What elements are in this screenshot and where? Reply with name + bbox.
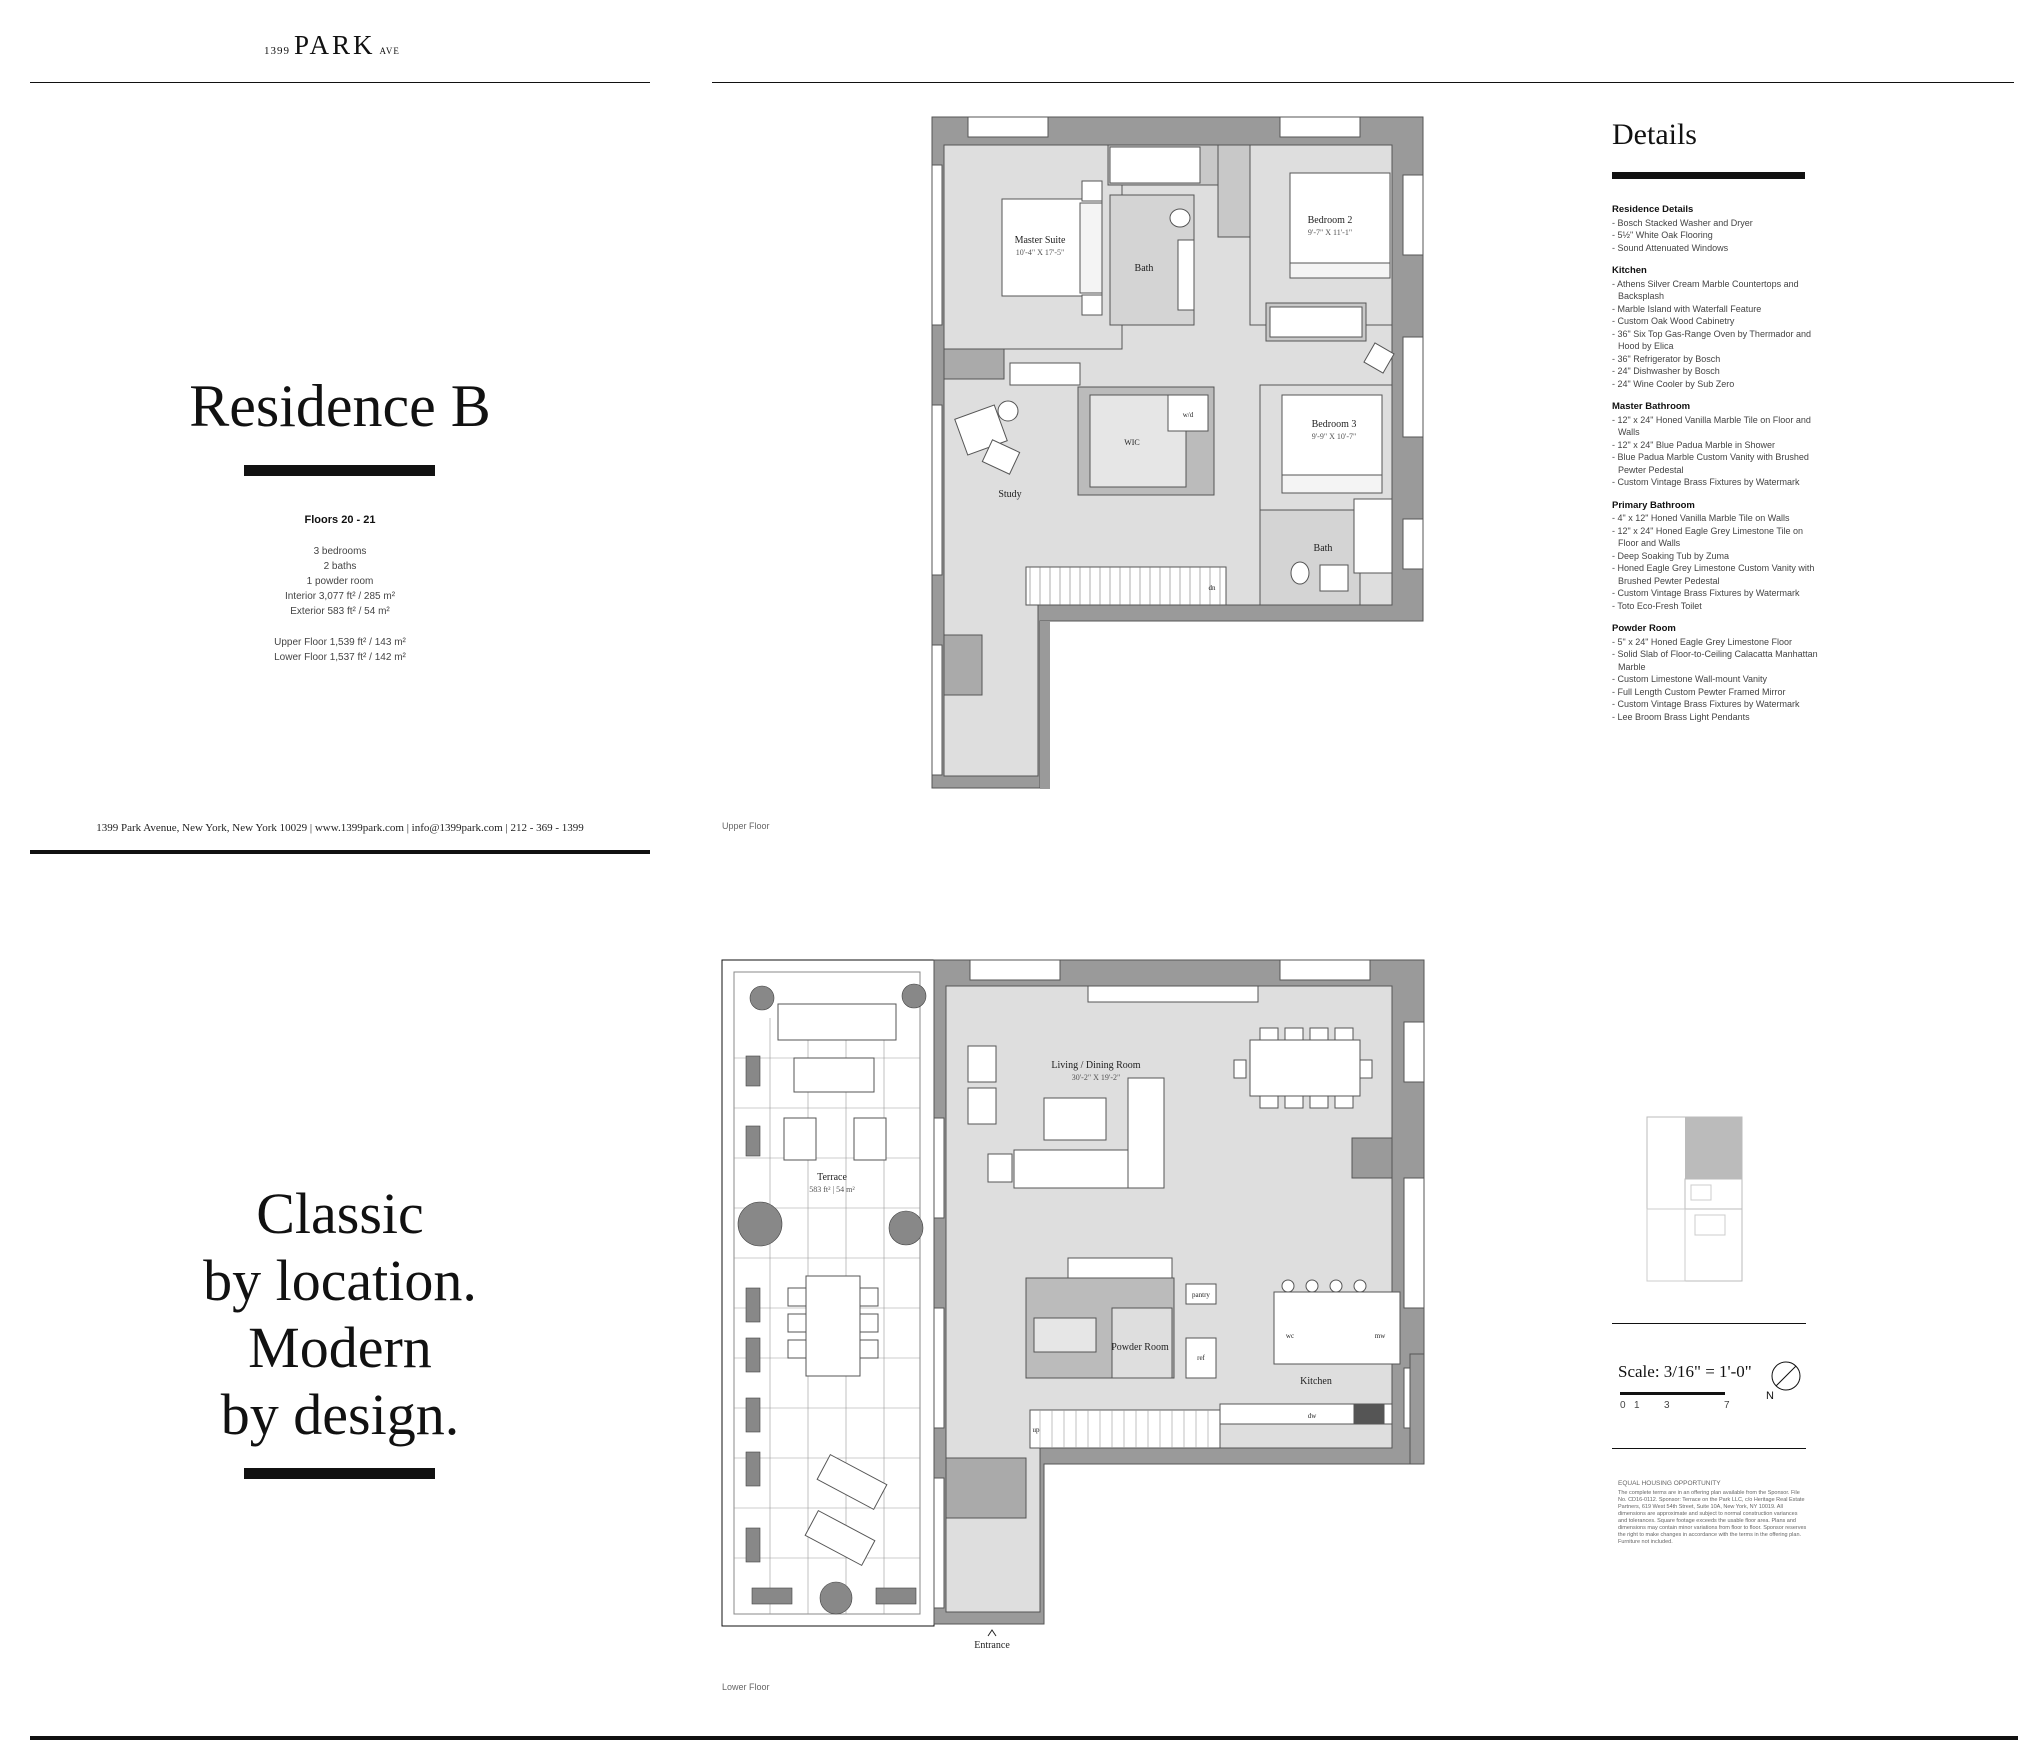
slogan-line-3: Modern (248, 1315, 432, 1380)
details-item: - 12" x 24" Honed Vanilla Marble Tile on Floor and Walls (1612, 414, 1811, 437)
room-master-suite: Master Suite (1014, 235, 1066, 246)
room-bedroom-2: Bedroom 2 (1307, 215, 1353, 226)
header-rule-left (30, 82, 650, 83)
brand-number: 1399 (264, 45, 290, 57)
appliance-mw: mw (1374, 1332, 1386, 1340)
scale-ticks (1620, 1400, 1750, 1411)
scale-rule-bottom (1612, 1448, 1806, 1449)
room-wd: w/d (1182, 411, 1194, 419)
page-bottom-rule (30, 1736, 2018, 1740)
appliance-dw: dw (1307, 1412, 1317, 1420)
details-item: - Bosch Stacked Washer and Dryer (1612, 217, 1753, 228)
room-powder: Powder Room (1111, 1342, 1169, 1353)
details-item: - Custom Vintage Brass Fixtures by Watermark (1612, 699, 1800, 709)
details-section-title: Master Bathroom (1612, 401, 1691, 412)
room-bedroom-3: Bedroom 3 (1311, 419, 1357, 430)
room-bath-2: Bath (1313, 543, 1333, 554)
disclaimer-text: The complete terms are in an offering plan available from the Sponsor. File No. CD16-0112. Sponsor: Terrace on the Park LLC, c/o Heritage Real Estate Partners, 619 West 54th Street, Suite 10A, New York, NY 10019. All dimensions are approximate and subject to normal construction variances and tolerances. Square footage exceeds the usable floor area. Plans and dimensions may contain minor variations from floor to floor. Sponsor reserves the right to make changes in accordance with the terms in the offering plan. Furniture not included. (1618, 1490, 1807, 1545)
equal-housing: EQUAL HOUSING OPPORTUNITY (1618, 1480, 1721, 1487)
brand-logo (264, 30, 414, 60)
details-item: - 36" Refrigerator by Bosch (1612, 353, 1721, 364)
stairs-up: up (1032, 1426, 1040, 1434)
details-item: - Lee Broom Brass Light Pendants (1612, 711, 1750, 722)
brand-name: PARK (294, 30, 376, 60)
slogan-line-2: by location. (203, 1248, 477, 1313)
details-list (1612, 204, 1822, 723)
upper-floor-label: Upper Floor (722, 821, 770, 831)
details-item: - Sound Attenuated Windows (1612, 242, 1729, 253)
details-heading: Details (1612, 118, 1697, 151)
details-item: - 12" x 24" Blue Padua Marble in Shower (1612, 439, 1775, 450)
details-section-title: Kitchen (1612, 265, 1647, 276)
scale-tick-3: 3 (1664, 1400, 1670, 1411)
lower-floor-label: Lower Floor (722, 1682, 770, 1692)
room-terrace-dim: 583 ft² | 54 m² (809, 1185, 855, 1194)
key-plan (1645, 1115, 1745, 1285)
details-item: - Marble Island with Waterfall Feature (1612, 303, 1762, 314)
stairs-dn: dn (1208, 584, 1216, 592)
details-item: - Custom Oak Wood Cabinetry (1612, 316, 1735, 326)
room-bedroom-3-dim: 9'-9" X 10'-7" (1311, 432, 1357, 441)
room-pantry: pantry (1192, 1291, 1210, 1299)
stat-lower-area: Lower Floor 1,537 ft² / 142 m² (274, 652, 406, 663)
details-item: - Honed Eagle Grey Limestone Custom Vanity with Brushed Pewter Pedestal (1612, 563, 1815, 586)
header-rule-right (712, 82, 2014, 83)
details-item: - Custom Vintage Brass Fixtures by Watermark (1612, 588, 1800, 598)
details-item: - Toto Eco-Fresh Toilet (1612, 600, 1702, 611)
room-living-dim: 30'-2" X 19'-2" (1071, 1073, 1121, 1082)
scale-tick-7: 7 (1724, 1400, 1730, 1411)
room-master-dim: 10'-4" X 17'-5" (1015, 248, 1065, 257)
floors-label: Floors 20 - 21 (304, 514, 376, 526)
details-bar (1612, 172, 1805, 179)
details-item: - 24" Wine Cooler by Sub Zero (1612, 378, 1735, 389)
stat-upper-area: Upper Floor 1,539 ft² / 143 m² (274, 637, 406, 648)
scale-tick-1: 1 (1634, 1400, 1640, 1411)
slogan-bar (244, 1468, 435, 1479)
north-label: N (1766, 1390, 1774, 1402)
stat-baths: 2 baths (323, 561, 357, 572)
details-item: - 12" x 24" Honed Eagle Grey Limestone Tile on Floor and Walls (1612, 525, 1803, 548)
residence-stats (200, 544, 480, 665)
residence-title: Residence B (189, 373, 491, 439)
details-item: - 24" Dishwasher by Bosch (1612, 366, 1720, 376)
room-terrace: Terrace (817, 1172, 847, 1183)
details-item: - 4" x 12" Honed Vanilla Marble Tile on Walls (1612, 513, 1790, 523)
title-bar (244, 465, 435, 476)
scale-label: Scale: 3/16" = 1'-0" (1618, 1362, 1752, 1381)
scale-tick-0: 0 (1620, 1400, 1626, 1411)
upper-floor-plan (930, 115, 1430, 795)
details-item: - 5½" White Oak Flooring (1612, 230, 1713, 240)
appliance-ref: ref (1197, 1354, 1205, 1362)
details-item: - Athens Silver Cream Marble Countertops and Backsplash (1612, 278, 1799, 301)
room-living-dining: Living / Dining Room (1051, 1060, 1141, 1071)
details-item: - Blue Padua Marble Custom Vanity with Brushed Pewter Pedestal (1612, 452, 1809, 475)
room-kitchen: Kitchen (1300, 1376, 1332, 1387)
disclaimer (1618, 1480, 1808, 1546)
footer-rule-left (30, 850, 650, 854)
scale-rule-top (1612, 1323, 1806, 1324)
stat-powder: 1 powder room (306, 576, 374, 587)
room-wic: WIC (1124, 438, 1140, 447)
room-study: Study (998, 489, 1022, 500)
entrance-label: Entrance (974, 1640, 1010, 1651)
stat-interior: Interior 3,077 ft² / 285 m² (284, 591, 396, 602)
entrance-arrow-icon (988, 1630, 996, 1636)
contact-footer: 1399 Park Avenue, New York, New York 10029 | www.1399park.com | info@1399park.com | 212 - 369 - 1399 (96, 822, 584, 834)
lower-floor-plan (720, 958, 1432, 1658)
details-item: - 5" x 24" Honed Eagle Grey Limestone Floor (1612, 636, 1792, 647)
details-item: - Deep Soaking Tub by Zuma (1612, 550, 1730, 561)
details-section-title: Primary Bathroom (1612, 499, 1695, 511)
slogan (120, 1180, 560, 1448)
details-section-title: Powder Room (1612, 623, 1676, 634)
stat-bedrooms: 3 bedrooms (313, 546, 367, 557)
brand-suffix: AVE (379, 46, 400, 56)
details-item: - Full Length Custom Pewter Framed Mirror (1612, 686, 1786, 697)
details-item: - Custom Vintage Brass Fixtures by Watermark (1612, 477, 1800, 487)
details-item: - Solid Slab of Floor-to-Ceiling Calacatta Manhattan Marble (1612, 649, 1818, 672)
details-item: - 36" Six Top Gas-Range Oven by Thermador and Hood by Elica (1612, 328, 1811, 351)
details-section-title: Residence Details (1612, 204, 1694, 215)
slogan-line-4: by design. (220, 1382, 460, 1447)
slogan-line-1: Classic (256, 1181, 424, 1246)
room-bath-upper: Bath (1134, 263, 1154, 274)
details-item: - Custom Limestone Wall-mount Vanity (1612, 674, 1768, 684)
appliance-wc: wc (1285, 1332, 1295, 1340)
stat-exterior: Exterior 583 ft² / 54 m² (290, 606, 390, 617)
room-bedroom-2-dim: 9'-7" X 11'-1" (1307, 228, 1353, 237)
